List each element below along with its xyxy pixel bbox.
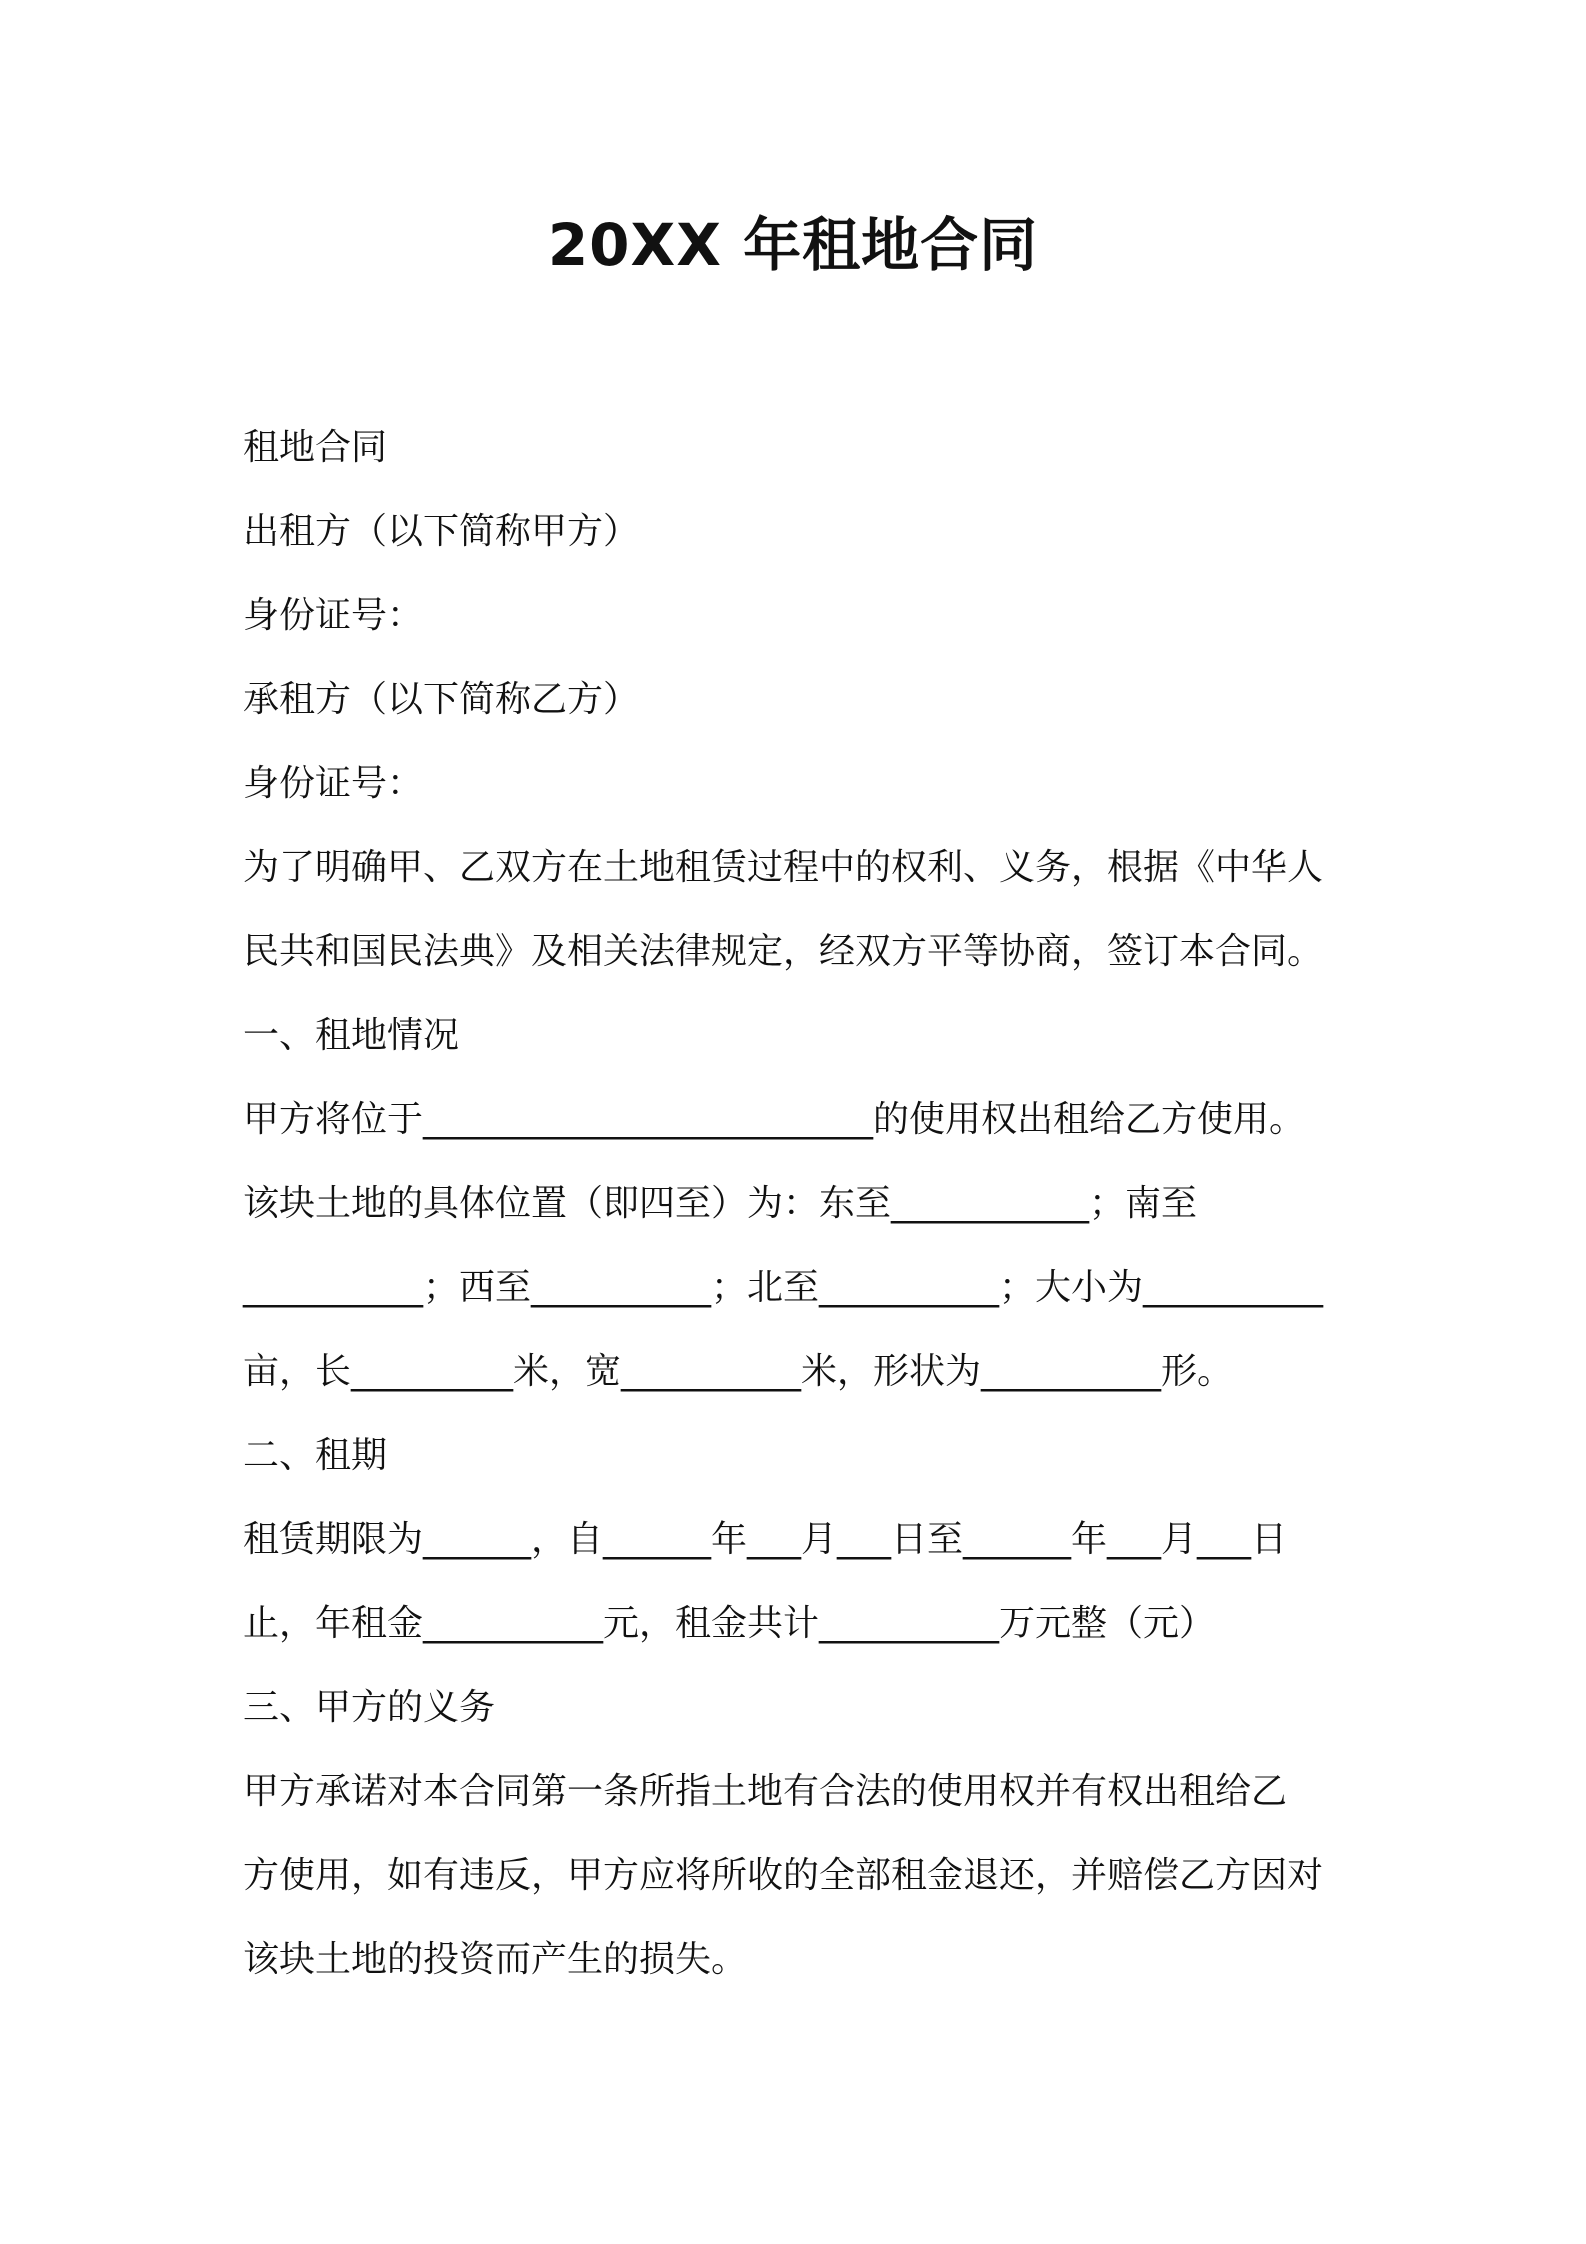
section-3-line-2: 方使用，如有违反，甲方应将所收的全部租金退还，并赔偿乙方因对 — [243, 1855, 1324, 1896]
section-1-line-3: __________；西至__________；北至__________；大小为__________ — [243, 1267, 1324, 1308]
section-2-heading: 二、租期 — [243, 1435, 388, 1476]
section-1-line-1: 甲方将位于_________________________的使用权出租给乙方使用。 — [243, 1099, 1306, 1140]
section-3-heading: 三、甲方的义务 — [243, 1687, 496, 1728]
preamble-line-2: 民共和国民法典》及相关法律规定，经双方平等协商，签订本合同。 — [243, 931, 1324, 972]
document-body — [243, 406, 1363, 2002]
document-title: 20XX 年租地合同 — [547, 211, 1039, 279]
lessor-id-label: 身份证号： — [243, 595, 424, 636]
preamble-line-1: 为了明确甲、乙双方在土地租赁过程中的权利、义务，根据《中华人 — [243, 847, 1324, 888]
contract-heading: 租地合同 — [243, 427, 388, 468]
section-1-line-2: 该块土地的具体位置（即四至）为：东至___________；南至 — [243, 1183, 1198, 1224]
lessor-label: 出租方（以下简称甲方） — [243, 511, 640, 552]
lessee-id-label: 身份证号： — [243, 763, 424, 804]
section-1-line-4: 亩，长_________米，宽__________米，形状为__________形。 — [243, 1351, 1234, 1392]
section-3-line-3: 该块土地的投资而产生的损失。 — [243, 1939, 748, 1980]
section-2-line-1: 租赁期限为______，自______年___月___日至______年___月___日 — [243, 1519, 1288, 1560]
section-2-line-2: 止，年租金__________元，租金共计__________万元整（元） — [243, 1603, 1216, 1644]
section-3-line-1: 甲方承诺对本合同第一条所指土地有合法的使用权并有权出租给乙 — [243, 1771, 1288, 1812]
section-1-heading: 一、租地情况 — [243, 1015, 460, 1056]
lessee-label: 承租方（以下简称乙方） — [243, 679, 640, 720]
